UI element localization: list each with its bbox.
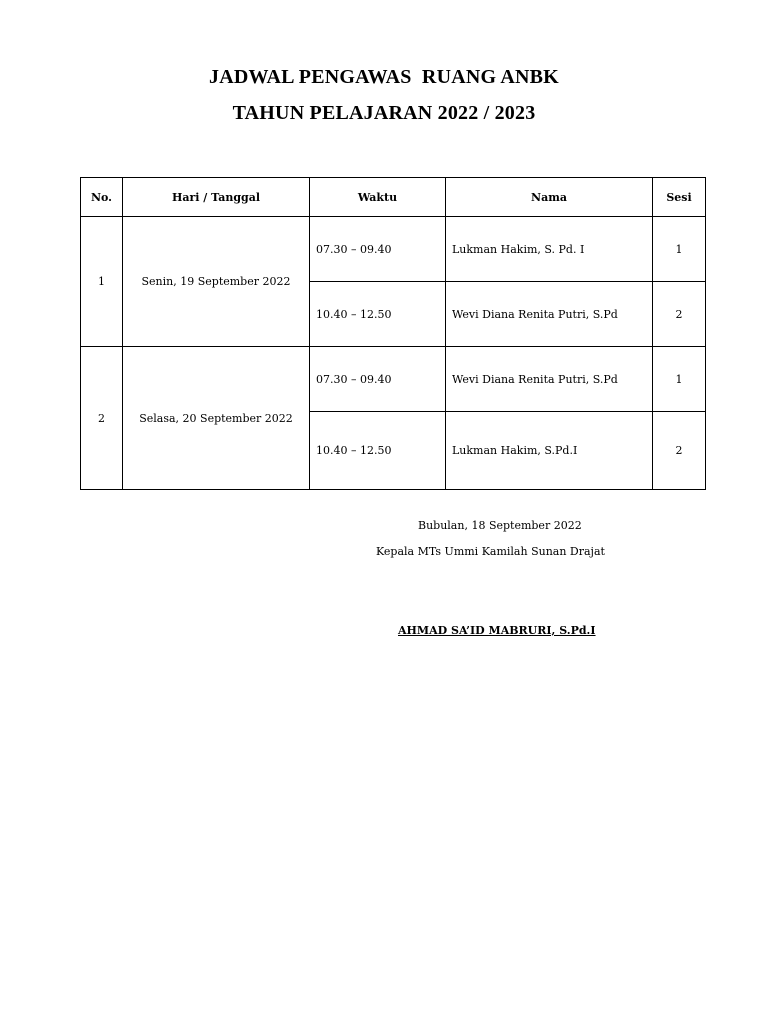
cell-no: 2	[81, 347, 123, 490]
cell-waktu: 07.30 – 09.40	[310, 347, 446, 412]
cell-hari-tanggal: Selasa, 20 September 2022	[123, 347, 310, 490]
table-row	[81, 347, 706, 412]
cell-nama: Lukman Hakim, S. Pd. I	[446, 217, 653, 282]
cell-sesi: 1	[653, 347, 706, 412]
cell-waktu: 07.30 – 09.40	[310, 217, 446, 282]
document-title: JADWAL PENGAWAS RUANG ANBK	[209, 66, 559, 88]
cell-nama: Wevi Diana Renita Putri, S.Pd	[446, 347, 653, 412]
cell-waktu: 10.40 – 12.50	[310, 412, 446, 490]
header-waktu: Waktu	[310, 178, 446, 217]
header-sesi: Sesi	[653, 178, 706, 217]
cell-sesi: 2	[653, 412, 706, 490]
signature-place-date: Bubulan, 18 September 2022	[418, 519, 582, 532]
cell-sesi: 2	[653, 282, 706, 347]
header-no: No.	[81, 178, 123, 217]
header-hari-tanggal: Hari / Tanggal	[123, 178, 310, 217]
document-subtitle: TAHUN PELAJARAN 2022 / 2023	[232, 102, 536, 124]
cell-hari-tanggal: Senin, 19 September 2022	[123, 217, 310, 347]
cell-waktu: 10.40 – 12.50	[310, 282, 446, 347]
cell-sesi: 1	[653, 217, 706, 282]
cell-nama: Lukman Hakim, S.Pd.I	[446, 412, 653, 490]
table-row	[81, 217, 706, 282]
header-nama: Nama	[446, 178, 653, 217]
cell-nama: Wevi Diana Renita Putri, S.Pd	[446, 282, 653, 347]
signature-name: AHMAD SA’ID MABRURI, S.Pd.I	[398, 624, 596, 637]
table-header-row	[81, 178, 706, 217]
schedule-table	[80, 177, 706, 490]
signature-role: Kepala MTs Ummi Kamilah Sunan Drajat	[376, 545, 605, 558]
cell-no: 1	[81, 217, 123, 347]
